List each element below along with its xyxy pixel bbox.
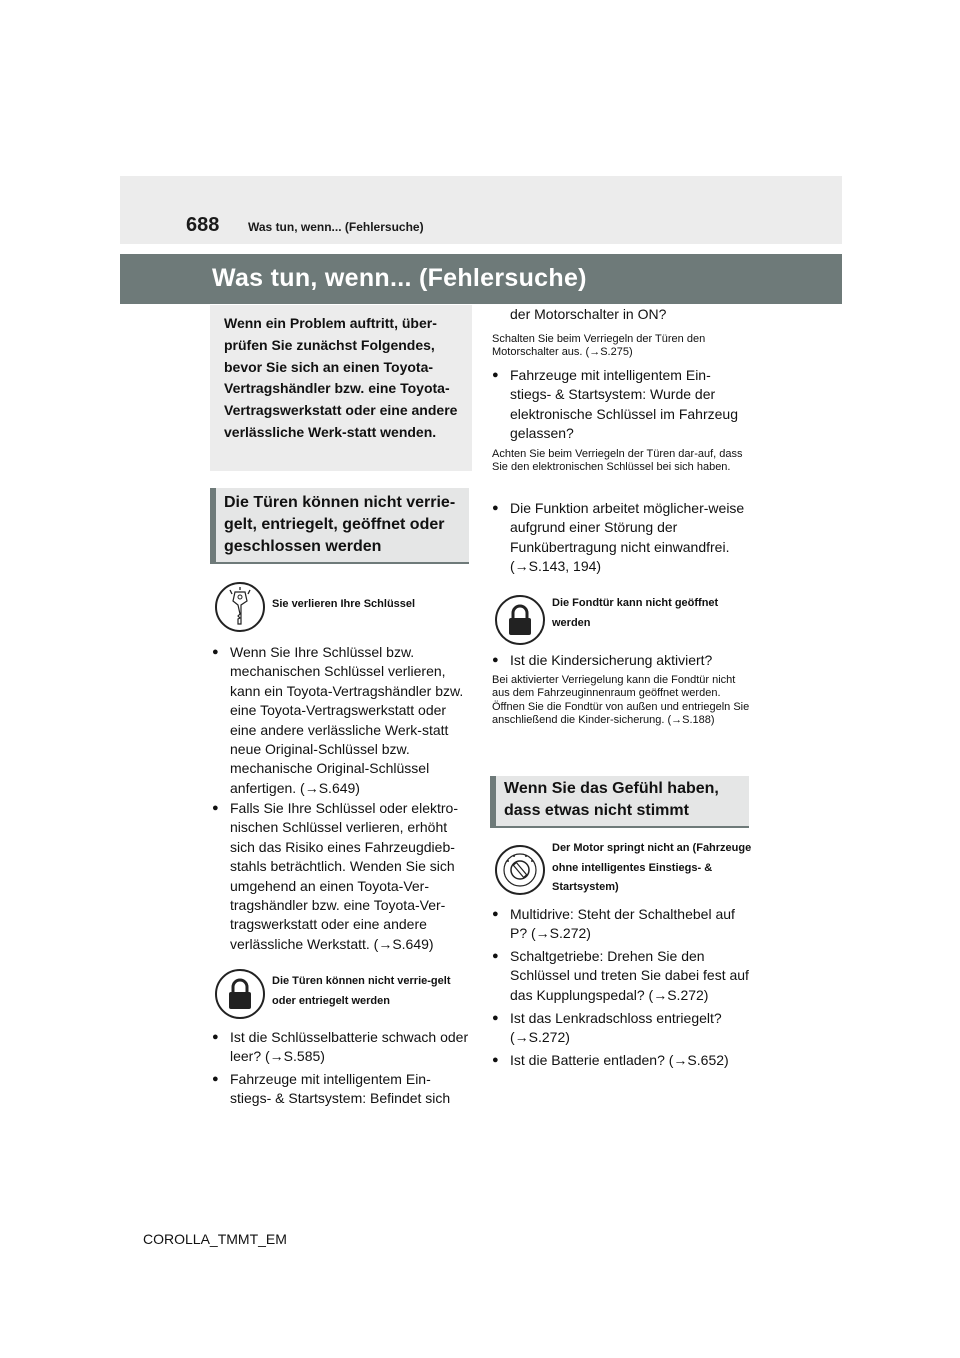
subsection-title-engine: Der Motor springt nicht an (Fahrzeuge ohne intelligentes Einstiegs- & Startsystem) <box>552 842 752 893</box>
lock-icon <box>495 595 545 645</box>
subsection-title-rear-door: Die Fondtür kann nicht geöffnet werden <box>552 597 719 629</box>
bullet-item: ● Falls Sie Ihre Schlüssel oder elektro-nischen Schlüssel verlieren, erhöht sich das Risiko eines Fahrzeugdieb-stahls beträchtlich. Wenden Sie sich umgehend an einen Toyota-Ver-tragshändler bzw. eine Toyota-Ver-tragswerkstatt oder eine andere verlässliche Werkstatt. (→S.649) <box>212 799 470 954</box>
section-heading-something-wrong <box>490 776 749 828</box>
page-number: 688 <box>186 214 220 236</box>
key-icon <box>215 582 265 632</box>
note-text: Bei aktivierter Verriegelung kann die Fondtür nicht aus dem Fahrzeuginnenraum geöffnet werden. Öffnen Sie die Fondtür von außen und entriegeln Sie anschließend die Kinder-sicherung. (→S.188) <box>492 674 750 727</box>
running-head: Was tun, wenn... (Fehlersuche) <box>248 220 424 234</box>
bullet-item: ● Ist die Batterie entladen? (→S.652) <box>492 1051 750 1070</box>
page-title: Was tun, wenn... (Fehlersuche) <box>212 264 587 292</box>
bullet-item: ● Fahrzeuge mit intelligentem Ein-stiegs- & Startsystem: Befindet sich <box>212 1070 470 1109</box>
bullet-item: ● Fahrzeuge mit intelligentem Ein-stiegs- & Startsystem: Wurde der elektronische Schlüssel im Fahrzeug gelassen? <box>492 366 750 444</box>
section-heading-text: Die Türen können nicht verrie-gelt, entriegelt, geöffnet oder geschlossen werden <box>224 494 456 555</box>
bullet-item: ● Ist das Lenkradschloss entriegelt? (→S.272) <box>492 1009 750 1048</box>
subsection-title-lost-keys: Sie verlieren Ihre Schlüssel <box>272 598 416 610</box>
note-text: Achten Sie beim Verriegeln der Türen dar-auf, dass Sie den elektronischen Schlüssel bei sich haben. <box>492 448 743 474</box>
bullet-item: ● Multidrive: Steht der Schalthebel auf P? (→S.272) <box>492 905 750 944</box>
section-heading-text: Wenn Sie das Gefühl haben, dass etwas nicht stimmt <box>504 780 719 819</box>
intro-text: Wenn ein Problem auftritt, über-prüfen Sie zunächst Folgendes, bevor Sie sich an einen Toyota-Vertragshändler bzw. eine Toyota-Vertragswerkstatt oder eine andere verlässliche Werk-statt wenden. <box>224 315 458 440</box>
header-bar <box>120 176 842 244</box>
bullet-item: ● Schaltgetriebe: Drehen Sie den Schlüssel und treten Sie dabei fest auf das Kupplungspedal? (→S.272) <box>492 947 750 1005</box>
bullet-item: ● Wenn Sie Ihre Schlüssel bzw. mechanischen Schlüssel verlieren, kann ein Toyota-Vertragshändler bzw. eine Toyota-Vertragswerkstatt oder eine andere verlässliche Werk-statt neue Original-Schlüssel bzw. mechanische Original-Schlüssel anfertigen. (→S.649) <box>212 643 470 798</box>
note-text: Schalten Sie beim Verriegeln der Türen den Motorschalter aus. (→S.275) <box>492 333 706 359</box>
intro-box <box>210 305 472 471</box>
subsection-title-doors-lock: Die Türen können nicht verrie-gelt oder entriegelt werden <box>272 975 451 1007</box>
bullet-continuation: der Motorschalter in ON? <box>510 306 667 322</box>
section-heading-doors <box>210 488 469 564</box>
footer-code: COROLLA_TMMT_EM <box>143 1231 287 1247</box>
bullet-item: ● Die Funktion arbeitet möglicher-weise aufgrund einer Störung der Funkübertragung nicht einwandfrei. (→S.143, 194) <box>492 499 750 577</box>
bullet-item: ● Ist die Kindersicherung aktiviert? <box>492 651 750 670</box>
lock-icon <box>215 969 265 1019</box>
ignition-switch-icon <box>495 845 545 895</box>
bullet-item: ● Ist die Schlüsselbatterie schwach oder leer? (→S.585) <box>212 1028 470 1067</box>
